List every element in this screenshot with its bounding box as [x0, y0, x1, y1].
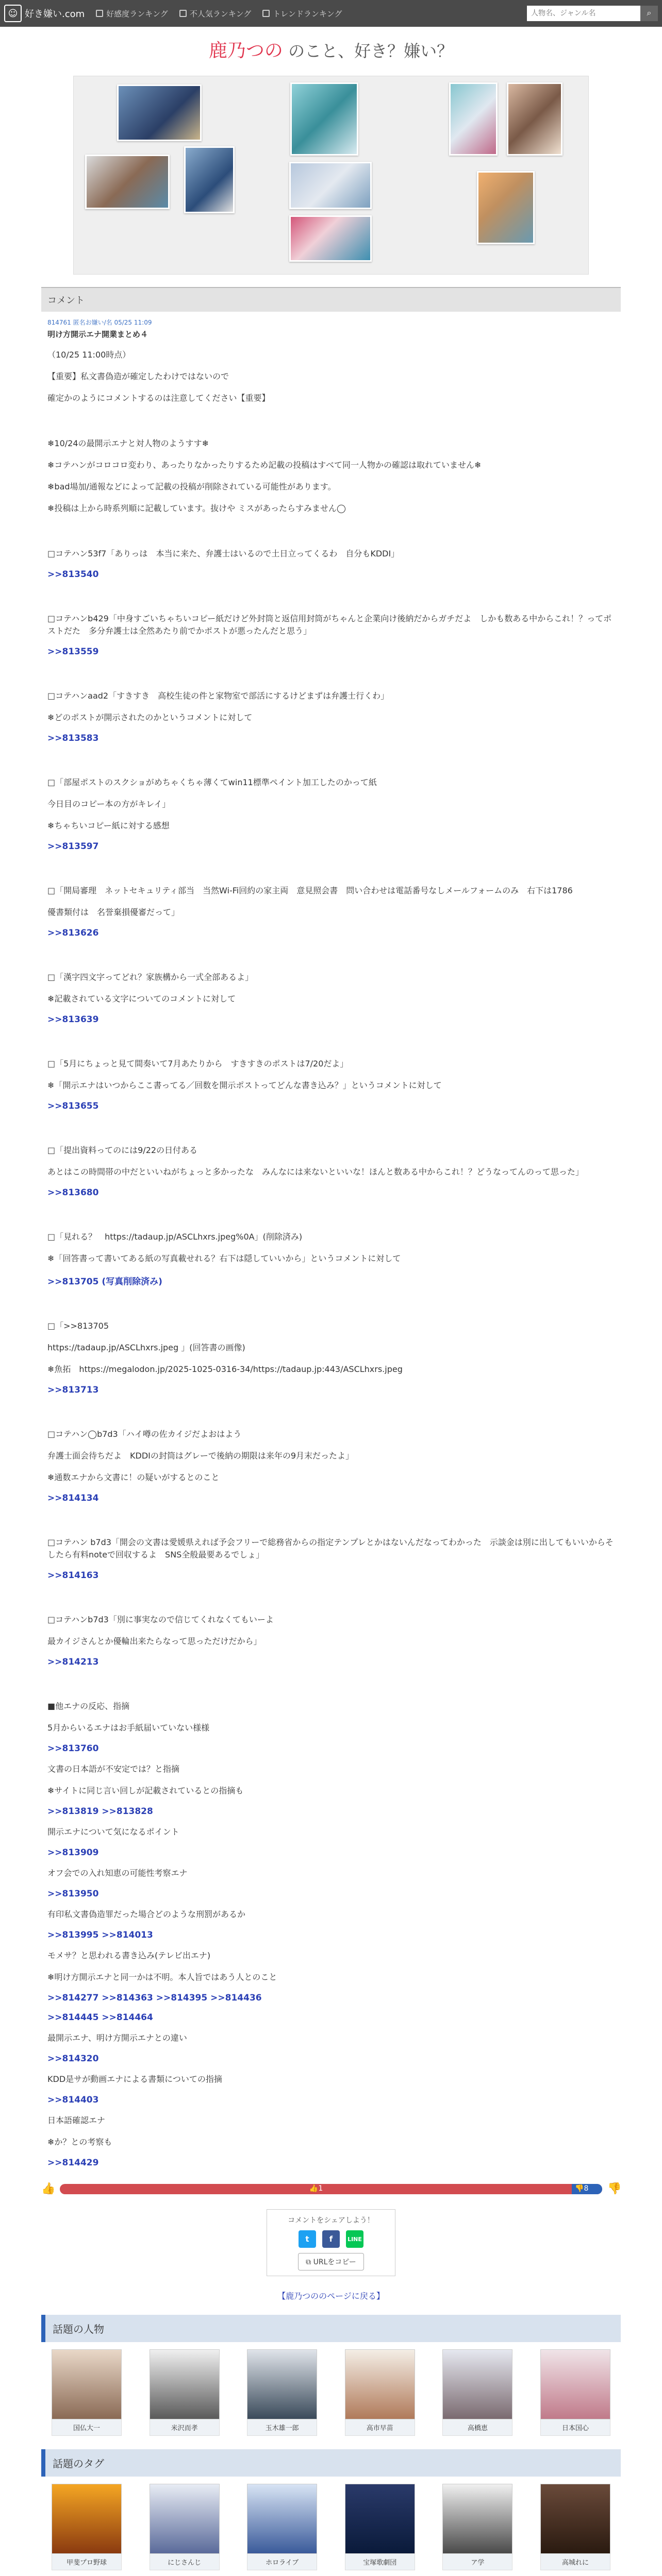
person-card-label: 国仏大一 [52, 2419, 122, 2436]
person-card[interactable] [52, 2349, 122, 2436]
comment-paragraph: 開示エナについて気になるポイント [47, 1827, 179, 1837]
comment-paragraph: 最開示エナ、明け方開示エナとの違い [47, 2033, 187, 2043]
share-title: コメントをシェアしよう！ [288, 2216, 374, 2225]
reply-anchor-link[interactable]: >>814445 >>814464 [47, 2012, 153, 2023]
comment-paragraph: 【重要】私文書偽造が確定したわけではないので [47, 371, 229, 381]
reply-anchor-link[interactable]: >>813639 [47, 1014, 99, 1025]
site-logo[interactable] [4, 5, 85, 22]
person-card-label: 米沢而孝 [150, 2419, 220, 2436]
down-vote-fill [572, 2184, 602, 2194]
reply-anchor-link[interactable]: >>814429 [47, 2158, 99, 2168]
tag-card-label: 甲斐プロ野球 [52, 2554, 122, 2570]
comment-paragraph: □「見れる？ https://tadaup.jp/ASCLhxrs.jpeg%0A」(削除済み) [47, 1232, 303, 1242]
comment-paragraph: ❄ちゃちいコピー紙に対する感想 [47, 821, 170, 831]
down-vote-count: 👎8 [575, 2184, 589, 2193]
search-button[interactable] [640, 6, 658, 21]
copy-url-button[interactable]: ⧉ URLをコピー [298, 2253, 364, 2270]
reply-anchor-link[interactable]: >>814213 [47, 1657, 99, 1667]
comment-paragraph: ❄魚拓 https://megalodon.jp/2025-1025-0316-34/https://tadaup.jp:443/ASCLhxrs.jpeg [47, 1364, 403, 1374]
tag-card-label: にじさんじ [150, 2554, 220, 2570]
reply-anchor-link[interactable]: >>813950 [47, 1889, 99, 1899]
tag-card[interactable] [247, 2484, 317, 2570]
nav-dislike-ranking[interactable] [179, 8, 252, 19]
search-input[interactable] [527, 6, 640, 21]
comment-paragraph: ❄コテハンがコロコロ変わり、あったりなかったりするため記載の投稿はすべて同一人物かの確認は取れていません❄ [47, 460, 482, 470]
tag-card[interactable] [150, 2484, 220, 2570]
reply-anchor-link[interactable]: >>813540 [47, 569, 99, 580]
comment-paragraph: □「提出資料ってのには9/22の日付ある [47, 1145, 198, 1155]
person-card[interactable] [540, 2349, 610, 2436]
person-card-label: 日本国心 [540, 2419, 610, 2436]
tag-card-label: ア学 [442, 2554, 512, 2570]
comment-text [47, 349, 615, 2168]
comment-paragraph: ❄サイトに同じ言い回しが記載されているとの指摘も [47, 1786, 244, 1795]
gallery-image[interactable] [507, 82, 562, 156]
reply-anchor-link[interactable]: >>814320 [47, 2054, 99, 2064]
reply-anchor-link[interactable]: >>814163 [47, 1570, 99, 1581]
person-photo [345, 2349, 415, 2419]
comment-paragraph: □「>>813705 [47, 1321, 109, 1331]
reply-anchor-link[interactable]: >>813705 (写真削除済み) [47, 1277, 162, 1287]
comment-paragraph: KDD是サが動画エナによる書類についての指摘 [47, 2074, 222, 2084]
reply-anchor-link[interactable]: >>813680 [47, 1188, 99, 1198]
comment-paragraph: ❄投稿は上から時系列順に記載しています。抜けや ミスがあったらすみません◯ [47, 503, 346, 513]
tag-card-label: 高城れに [540, 2554, 610, 2570]
person-card-label: 高市早苗 [345, 2419, 415, 2436]
tag-card[interactable] [540, 2484, 610, 2570]
gallery-image[interactable] [289, 215, 372, 262]
reply-anchor-link[interactable]: >>813909 [47, 1848, 99, 1858]
comment-paragraph: ■他エナの反応、指摘 [47, 1701, 130, 1711]
reply-anchor-link[interactable]: >>813583 [47, 733, 99, 743]
comment-paragraph: 今日目のコピー本の方がキレイ」 [47, 799, 171, 809]
comment-paragraph: □「5月にちょっと見て間奏いて7月あたりから すきすきのポストは7/20だよ」 [47, 1059, 349, 1069]
comment-paragraph: ❄「回答書って書いてある紙の写真載せれる？右下は隠していいから」というコメントに対して [47, 1253, 401, 1263]
gallery-image[interactable] [289, 162, 372, 209]
image-gallery [73, 76, 589, 275]
search-box [527, 6, 658, 21]
comment-paragraph: オフ会での入れ知恵の可能性考察エナ [47, 1868, 188, 1878]
comment-paragraph: □コテハン b7d3「開会の文書は愛媛県えれば予会フリーで総務省からの指定テンプレとかはないんだなってわかった 示談金は別に出してもいいからそしたら有料noteで回収するよ SNS全般最要あるでしょ」 [47, 1537, 614, 1560]
comment-subject: 明け方開示エナ開業まとめ４ [47, 330, 148, 339]
reply-anchor-link[interactable]: >>813597 [47, 841, 99, 852]
comment-paragraph: 最カイジさんとか優輪出来たらなって思っただけだから」 [47, 1636, 262, 1646]
comment-meta[interactable]: 814761 匿名お嫌い/名 05/25 11:09 [47, 319, 152, 326]
person-card[interactable] [442, 2349, 512, 2436]
reply-anchor-link[interactable]: >>813655 [47, 1101, 99, 1111]
gallery-image[interactable] [477, 171, 535, 244]
comment-paragraph: 文書の日本語が不安定では？と指摘 [47, 1764, 180, 1774]
comment-paragraph: □コテハンb429「中身すごいちゃちいコピー紙だけど外封筒と返信用封筒がちゃんと企業向け後納だからガチだよ しかも数ある中からこれ！？ってポストだた 多分弁護士は全然あたり前でかポストが悪ったんだと思う」 [47, 614, 612, 636]
comment-paragraph: モメサ？と思われる書き込み(テレビ出エナ) [47, 1951, 211, 1960]
gallery-image[interactable] [449, 82, 498, 156]
comment-paragraph: □「漢字四文字ってどれ？家族構から一式全部あるよ」 [47, 972, 254, 982]
tag-image [345, 2484, 415, 2554]
comment-paragraph: 5月からいるエナはお手紙届いていない様様 [47, 1723, 210, 1733]
reply-anchor-link[interactable]: >>813626 [47, 928, 99, 938]
related-people-heading: 話題の人物 [41, 2315, 621, 2342]
comment-paragraph: ❄bad場加/通報などによって記載の投稿が削除されている可能性があります。 [47, 482, 336, 492]
comment-paragraph: 確定かのようにコメントするのは注意してください【重要】 [47, 393, 270, 403]
reply-anchor-link[interactable]: >>813995 >>814013 [47, 1930, 153, 1940]
person-card[interactable] [150, 2349, 220, 2436]
logo-icon: ☺ [4, 5, 22, 22]
nav-like-ranking-label: 好感度ランキング [106, 9, 168, 19]
person-card[interactable] [247, 2349, 317, 2436]
comment-paragraph: 有印私文書偽造罪だった場合どのような刑罰があるか [47, 1909, 246, 1919]
tag-card[interactable] [52, 2484, 122, 2570]
comment-paragraph: 優書類付は 名誉棄損優審だって」 [47, 907, 180, 917]
tag-image [247, 2484, 317, 2554]
comment-paragraph: □「部屋ポストのスクショがめちゃくちゃ薄くてwin11標準ペイント加工したのかって紙 [47, 777, 377, 787]
thumbs-up-icon[interactable]: 👍 [41, 2182, 56, 2195]
trend-icon [262, 10, 270, 17]
comment-paragraph: ❄10/24の最開示エナと対人物のようすす❄ [47, 438, 209, 448]
comment-paragraph: あとはこの時間帯の中だといいねがちょっと多かったな みんなには来ないといいな！ほんと数ある中からこれ！？どうなってんのって思った」 [47, 1167, 584, 1177]
comment-paragraph: □コテハンaad2「すきすき 高校生徒の件と家物室で部活にするけどまずは弁護士行くわ」 [47, 691, 389, 701]
person-card-label: 高橋恵 [442, 2419, 512, 2436]
reply-anchor-link[interactable]: >>814403 [47, 2095, 99, 2105]
comment-paragraph: https://tadaup.jp/ASCLhxrs.jpeg 」(回答書の画像) [47, 1343, 245, 1352]
person-photo [150, 2349, 220, 2419]
line-icon[interactable]: LINE [346, 2230, 363, 2248]
comment-paragraph: ❄明け方開示エナと同一かは不明。本人旨ではあう人とのこと [47, 1972, 277, 1982]
site-name: 好き嫌い.com [25, 9, 85, 20]
tag-card[interactable] [345, 2484, 415, 2570]
tag-image [150, 2484, 220, 2554]
comment-section-header: コメント [41, 287, 621, 312]
comment-paragraph: 日本語確認エナ [47, 2115, 106, 2125]
tag-image [540, 2484, 610, 2554]
reply-anchor-link[interactable]: >>814277 >>814363 >>814395 >>814436 [47, 1993, 262, 2003]
comment-paragraph: ❄通数エナから文書に！の疑いがするとのこと [47, 1472, 220, 1482]
reply-anchor-link[interactable]: >>814134 [47, 1493, 99, 1503]
reply-anchor-link[interactable]: >>813819 >>813828 [47, 1806, 153, 1817]
nav-dislike-ranking-label: 不人気ランキング [189, 9, 252, 19]
nav-like-ranking[interactable] [96, 8, 168, 19]
tag-card[interactable] [442, 2484, 512, 2570]
page-title [0, 27, 662, 76]
comment-paragraph: ❄どのポストが開示されたのかというコメントに対して [47, 713, 253, 722]
gallery-image[interactable] [85, 155, 170, 209]
tag-image [442, 2484, 512, 2554]
up-vote-count: 👍1 [309, 2184, 323, 2193]
comment-paragraph: ❄「開示エナはいつからここ書ってる／回数を開示ポストってどんな書き込み？」というコメントに対して [47, 1080, 442, 1090]
vote-bar [60, 2184, 602, 2194]
related-people-list [41, 2349, 621, 2436]
comment-paragraph: □コテハン◯b7d3「ハイ噂の佐カイジだよおはよう [47, 1429, 242, 1439]
person-photo [247, 2349, 317, 2419]
title-suffix: のこと、好き？嫌い？ [288, 41, 454, 61]
gallery-image[interactable] [184, 146, 235, 213]
comment-paragraph: （10/25 11:00時点） [47, 350, 131, 360]
search-icon: ⌕ [647, 9, 652, 18]
comment-paragraph: □コテハン53f7「ありっは 本当に来た、弁護士はいるので土日立ってくるわ 自分もKDDI」 [47, 549, 400, 558]
reply-anchor-link[interactable]: >>813559 [47, 647, 99, 657]
twitter-icon[interactable]: t [299, 2230, 316, 2248]
comment-paragraph: □コテハンb7d3「別に事実なので信じてくれなくてもいーよ [47, 1615, 274, 1624]
comment-paragraph: ❄記載されている文字についてのコメントに対して [47, 994, 236, 1004]
person-photo [540, 2349, 610, 2419]
person-photo [442, 2349, 512, 2419]
person-card[interactable] [345, 2349, 415, 2436]
ranking-icon [96, 10, 103, 17]
tag-card-label: 宝塚歌劇団 [345, 2554, 415, 2570]
reply-anchor-link[interactable]: >>813760 [47, 1743, 99, 1754]
nav-trend-ranking[interactable] [262, 8, 342, 19]
comment-paragraph: 弁護士面会待ちだよ KDDIの封筒はグレーで後納の期限は来年の9月末だったよ」 [47, 1451, 354, 1461]
reply-anchor-link[interactable]: >>813713 [47, 1385, 99, 1395]
comment-paragraph: □「開局審理 ネットセキュリティ部当 当然Wi-Fi回約の家主両 意見照会書 問い合わせは電話番号なしメールフォームのみ 右下は1786 [47, 886, 573, 895]
ranking-icon [179, 10, 187, 17]
facebook-icon[interactable]: f [322, 2230, 340, 2248]
comment-paragraph: ❄か？との考察も [47, 2137, 112, 2147]
person-name[interactable]: 鹿乃つの [208, 40, 283, 61]
share-icons [272, 2230, 390, 2248]
gallery-image[interactable] [290, 82, 358, 156]
person-card-label: 玉木雄一郎 [247, 2419, 317, 2436]
comment-body [41, 312, 621, 2174]
thumbs-down-icon[interactable]: 👎 [607, 2182, 622, 2195]
related-tags-list [41, 2484, 621, 2570]
nav-trend-ranking-label: トレンドランキング [273, 9, 342, 19]
share-box [267, 2209, 395, 2276]
gallery-image[interactable] [117, 84, 202, 141]
tag-card-label: ホロライブ [247, 2554, 317, 2570]
person-photo [52, 2349, 122, 2419]
back-to-person-link[interactable]: 【鹿乃つののページに戻る】 [277, 2291, 385, 2301]
related-tags-heading: 話題のタグ [41, 2449, 621, 2477]
top-bar [0, 0, 662, 27]
tag-image [52, 2484, 122, 2554]
vote-row [41, 2183, 621, 2195]
